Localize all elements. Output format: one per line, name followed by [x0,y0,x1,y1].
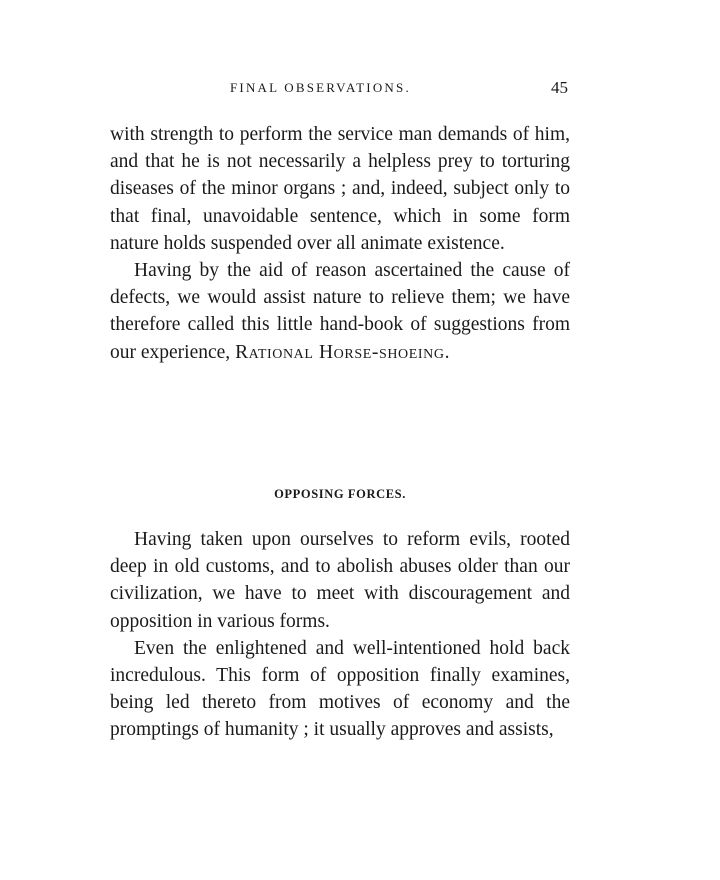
paragraph-continued: with strength to perform the service man demands of him, and that he is not necessarily a helpless prey to torturing diseases of the minor organs ; and, indeed, subject only to that final, unavoidable sentence, which in some form nature holds suspended over all animate existence. [110,124,570,254]
text-block-upper [110,121,570,366]
running-head [110,78,568,100]
book-title: Rational Horse-shoeing [235,341,445,363]
text-block-lower [110,526,570,744]
paragraph-end: . [444,341,450,363]
section-heading: OPPOSING FORCES. [274,487,406,501]
running-title: FINAL OBSERVATIONS. [230,80,411,95]
paragraph-enlightened: Even the enlightened and well-intentioned hold back incredulous. This form of opposition finally examines, being led thereto from motives of economy and the promptings of humanity ; it usually approves and assists, [110,637,570,741]
paragraph-rational-horse-shoeing [110,257,570,366]
paragraph-reform-evils: Having taken upon ourselves to reform evils, rooted deep in old customs, and to abolish abuses older than our civilization, we have to meet with discouragement and opposition in various forms. [110,529,570,632]
page-number: 45 [551,78,568,97]
paragraph-text: Having by the aid of reason ascertained the cause of defects, we would assist nature to relieve them; we have therefore called this little hand-book of suggestions from our experience, [110,260,570,363]
